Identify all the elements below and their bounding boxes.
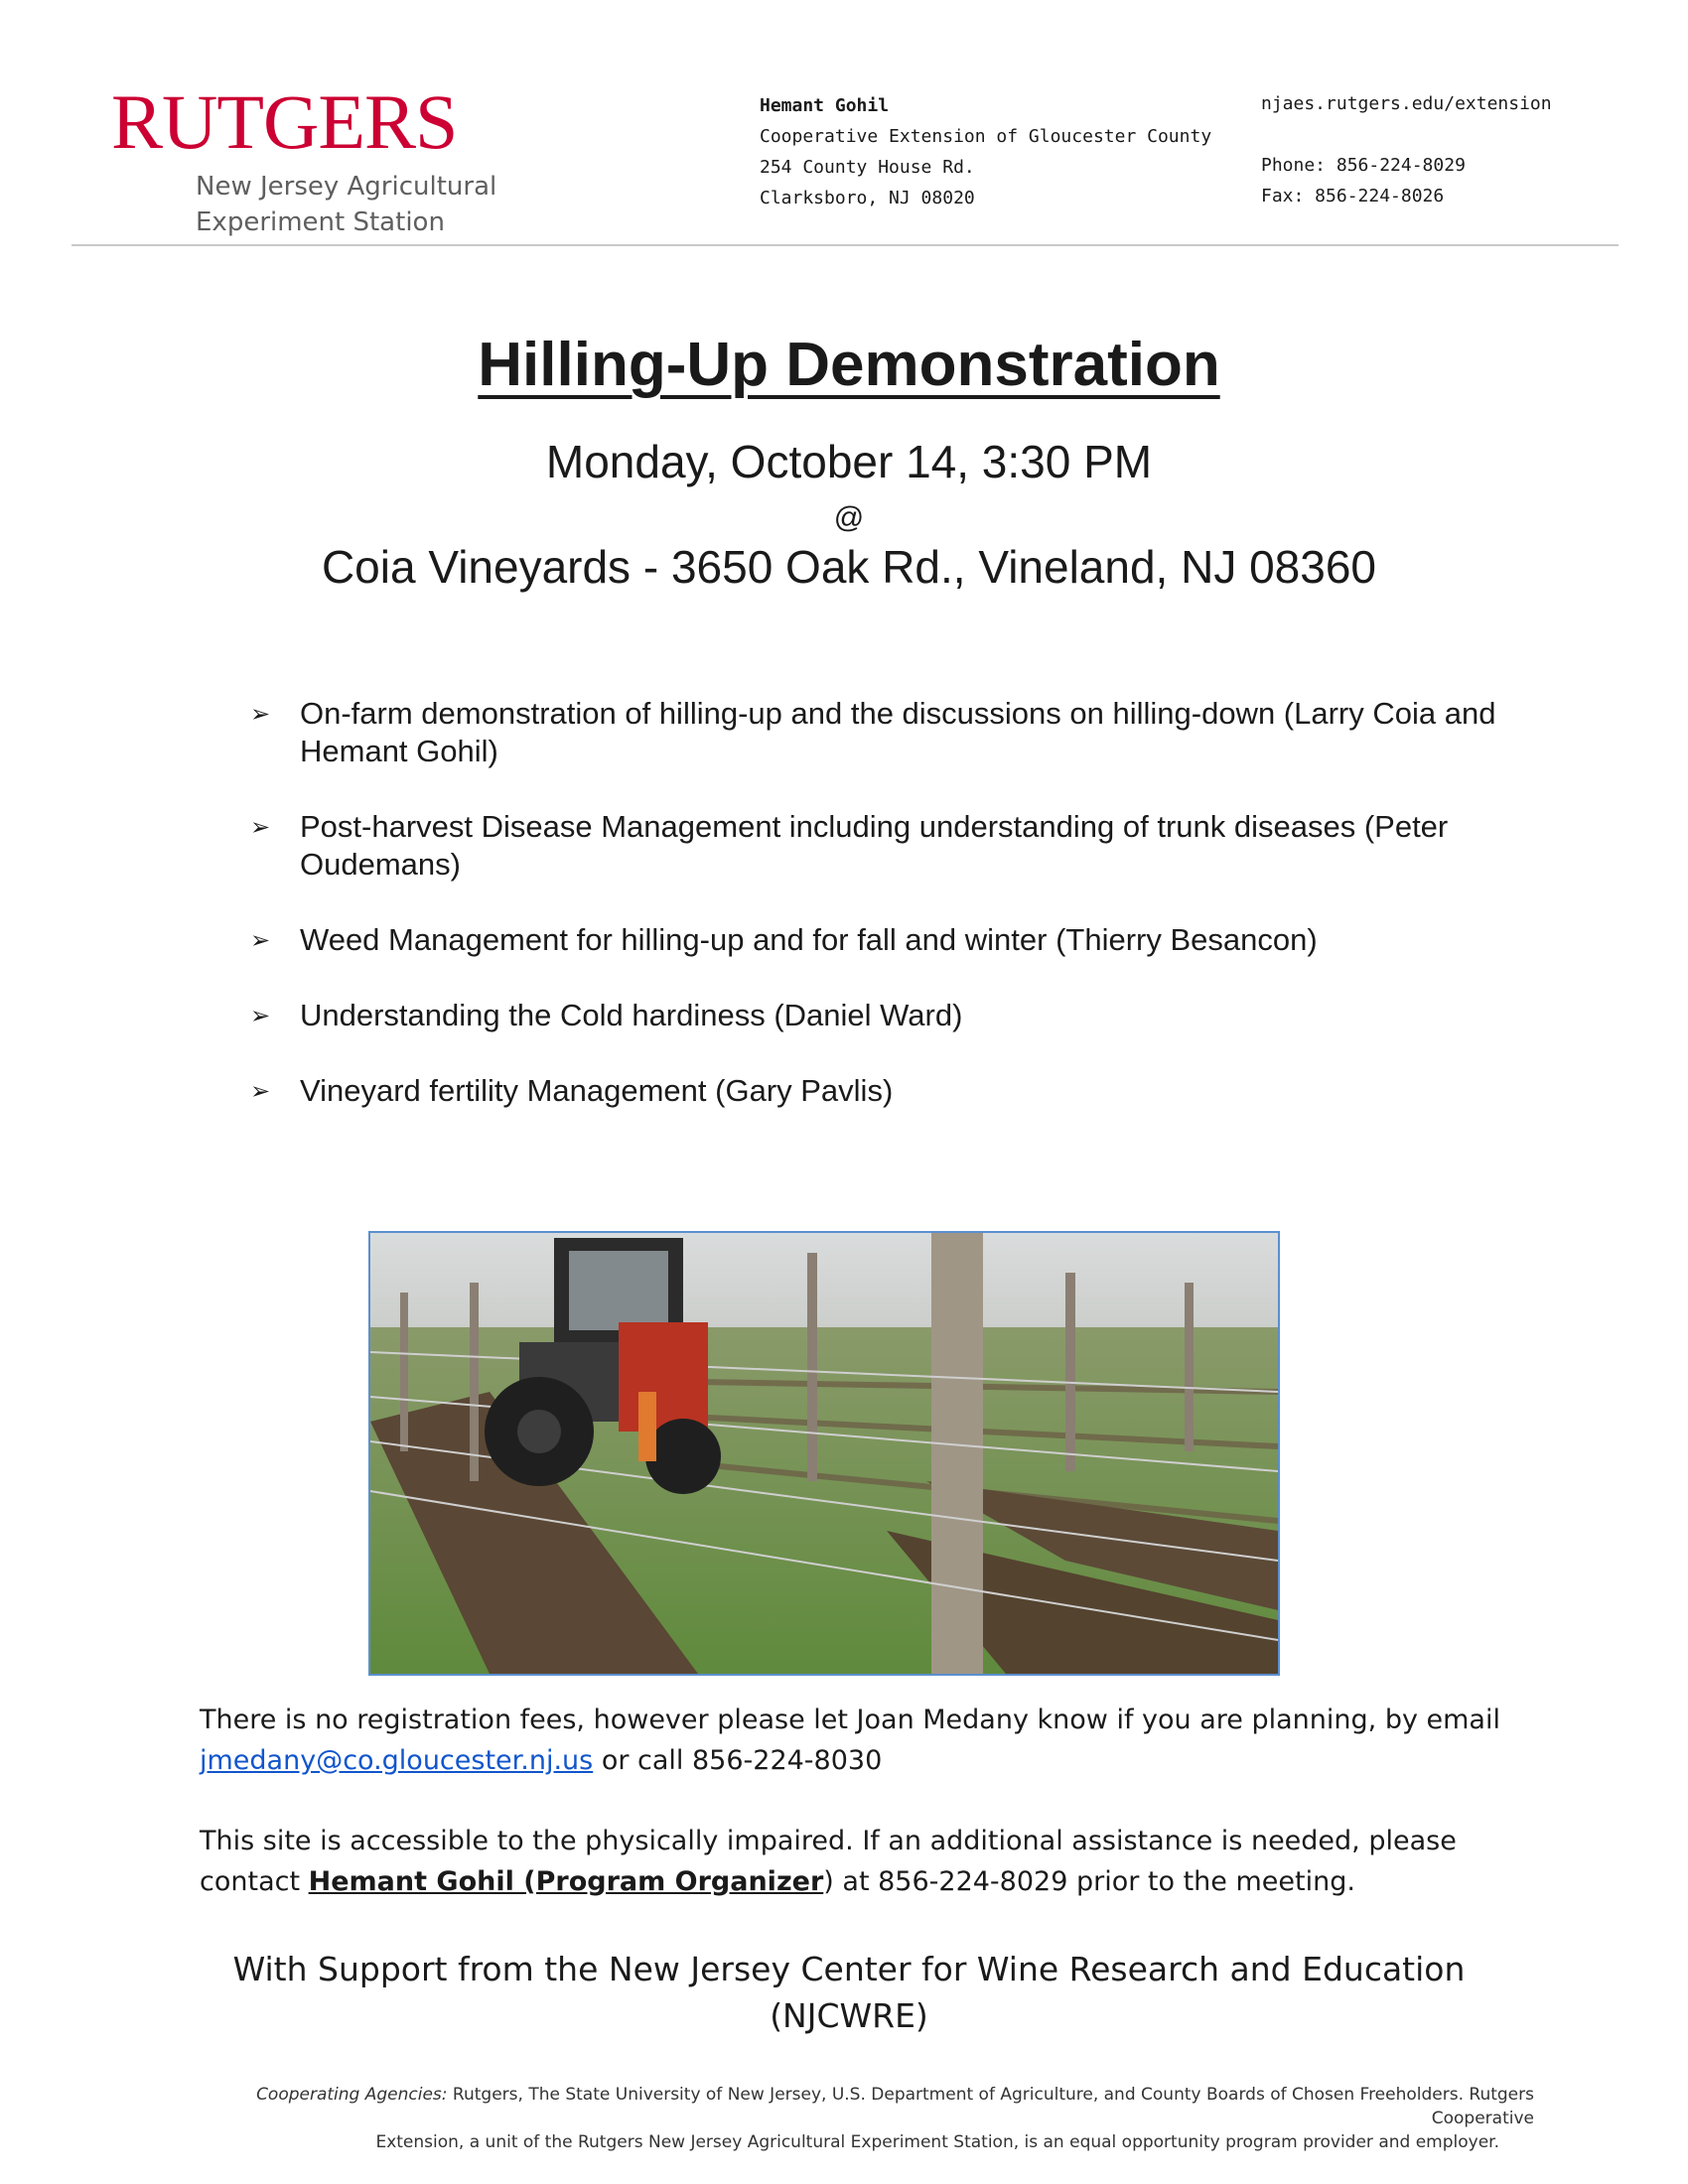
footer-label: Cooperating Agencies: <box>256 2085 448 2105</box>
agenda-item-text: Understanding the Cold hardiness (Daniel Ward) <box>300 998 963 1032</box>
accessibility-text: This site is accessible to the physically impaired. If an additional assistance is needed, please contact <box>200 1826 1457 1897</box>
arrowhead-bullet-icon: ➢ <box>250 1002 271 1029</box>
logo-sub-line1: New Jersey Agricultural <box>196 172 497 202</box>
event-title <box>0 332 1688 399</box>
agenda-item <box>250 1072 1501 1110</box>
agenda-item <box>250 695 1501 770</box>
contact-org: Cooperative Extension of Gloucester County <box>760 126 1212 147</box>
agenda-item-text: Post-harvest Disease Management including understanding of trunk diseases (Peter Oudemans) <box>300 809 1449 882</box>
event-title-text: Hilling-Up Demonstration <box>478 331 1220 399</box>
rutgers-logo <box>111 78 458 165</box>
accessibility-tail: ) at 856-224-8029 prior to the meeting. <box>823 1866 1355 1897</box>
registration-call: or call 856-224-8030 <box>593 1745 883 1776</box>
header-contact <box>760 90 1211 213</box>
agenda-item-text: Weed Management for hilling-up and for fall and winter (Thierry Besancon) <box>300 922 1318 957</box>
footer-line2: Extension, a unit of the Rutgers New Jersey Agricultural Experiment Station, is an equal opportunity program provider and employer. <box>375 2132 1499 2152</box>
agenda-item-text: On-farm demonstration of hilling-up and the discussions on hilling-down (Larry Coia and Hemant Gohil) <box>300 696 1496 768</box>
arrowhead-bullet-icon: ➢ <box>250 813 271 841</box>
registration-text: There is no registration fees, however please let Joan Medany know if you are planning, by email <box>200 1705 1500 1735</box>
arrowhead-bullet-icon: ➢ <box>250 926 271 954</box>
registration-note <box>200 1700 1520 1781</box>
agenda-item <box>250 921 1501 959</box>
event-location: Coia Vineyards - 3650 Oak Rd., Vineland, NJ 08360 <box>321 541 1377 593</box>
vineyard-tractor-photo <box>368 1231 1280 1676</box>
arrowhead-bullet-icon: ➢ <box>250 700 271 728</box>
arrowhead-bullet-icon: ➢ <box>250 1077 271 1105</box>
photo-illustration <box>370 1233 1278 1674</box>
agenda-item <box>250 997 1501 1034</box>
footer-line1 <box>149 2083 1539 2130</box>
header-divider <box>71 244 1618 246</box>
footer <box>149 2083 1539 2154</box>
event-datetime: Monday, October 14, 3:30 PM <box>545 436 1153 487</box>
support-statement <box>0 1946 1688 2039</box>
fax: Fax: 856-224-8026 <box>1261 186 1445 206</box>
footer-line1-text: Rutgers, The State University of New Jersey, U.S. Department of Agriculture, and County Boards of Chosen Freeholders. Rutgers Cooperative <box>447 2085 1534 2128</box>
agenda-list <box>250 695 1501 1148</box>
contact-street: 254 County House Rd. <box>760 157 975 178</box>
contact-city: Clarksboro, NJ 08020 <box>760 188 975 208</box>
header-web-phone <box>1261 88 1552 211</box>
logo-sub-line2: Experiment Station <box>196 207 445 237</box>
email-link[interactable]: jmedany@co.gloucester.nj.us <box>200 1745 594 1776</box>
accessibility-note <box>200 1821 1520 1902</box>
logo-subtitle <box>196 169 496 240</box>
agenda-item <box>250 808 1501 884</box>
agenda-item-text: Vineyard fertility Management (Gary Pavlis) <box>300 1073 894 1108</box>
support-line2: (NJCWRE) <box>770 1996 928 2035</box>
support-line1: With Support from the New Jersey Center for Wine Research and Education <box>232 1950 1466 1988</box>
logo-wordmark: RUTGERS <box>111 78 458 165</box>
phone: Phone: 856-224-8029 <box>1261 155 1466 176</box>
contact-name: Hemant Gohil <box>760 95 890 116</box>
event-at-sign: @ <box>833 501 865 534</box>
organizer-link[interactable]: Hemant Gohil (Program Organizer <box>308 1866 824 1897</box>
website: njaes.rutgers.edu/extension <box>1261 93 1552 114</box>
